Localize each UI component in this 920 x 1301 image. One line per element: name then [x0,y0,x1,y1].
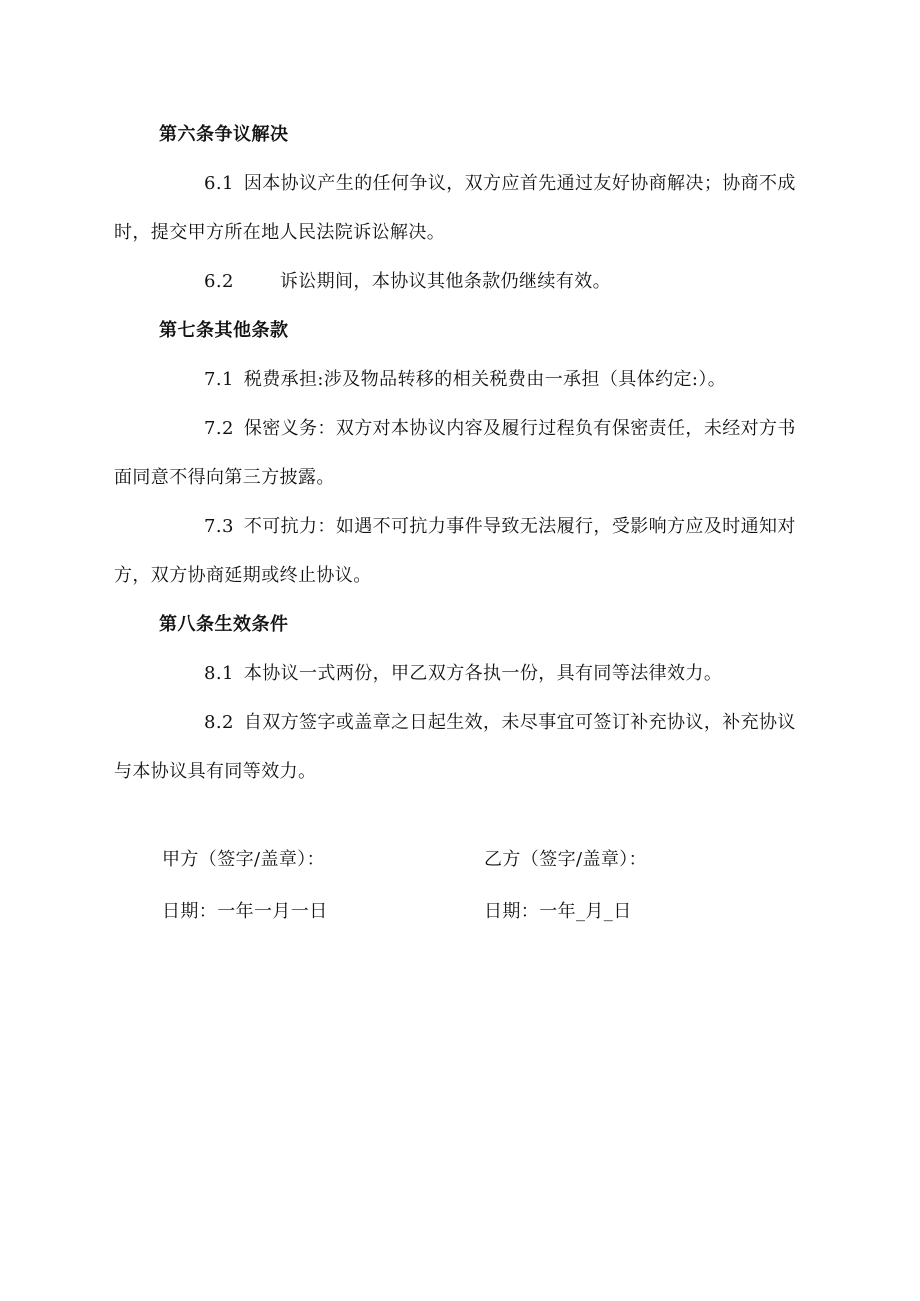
clause-number: 7.2 [204,418,234,439]
clause-number: 8.2 [204,712,234,733]
party-a-signature-label: 甲方（签字/盖章）： [162,849,326,870]
article-8-heading: 第八条生效条件 [159,614,289,635]
clause-8-1 [114,649,804,698]
clause-8-2 [114,698,804,796]
clause-6-2 [114,257,804,306]
clause-number: 8.1 [204,663,234,684]
clause-text: 本协议一式两份，甲乙双方各执一份，具有同等法律效力。 [243,663,723,684]
clause-text: 不可抗力：如遇不可抗力事件导致无法履行，受影响方应及时通知对方，双方协商延期或终止协议。 [114,516,796,586]
clause-number: 7.1 [204,369,234,390]
clause-number: 6.1 [204,173,234,194]
clause-text: 税费承担:涉及物品转移的相关税费由一承担（具体约定:）。 [243,369,727,390]
clause-text: 因本协议产生的任何争议，双方应首先通过友好协商解决；协商不成时，提交甲方所在地人民法院诉讼解决。 [114,173,796,243]
clause-number: 6.2 [204,271,234,292]
clause-7-2 [114,404,804,502]
clause-6-1 [114,159,804,257]
clause-7-3 [114,502,804,600]
clause-text: 自双方签字或盖章之日起生效，未尽事宜可签订补充协议，补充协议与本协议具有同等效力。 [114,712,796,782]
party-b-signature-label: 乙方（签字/盖章）： [484,849,648,870]
party-b-date: 日期：一年_月_日 [484,901,632,922]
clause-text: 保密义务：双方对本协议内容及履行过程负有保密责任，未经对方书面同意不得向第三方披露。 [114,418,796,488]
article-7-heading: 第七条其他条款 [159,320,289,341]
party-a-date: 日期：一年一月一日 [162,901,328,922]
article-6-heading: 第六条争议解决 [159,124,289,145]
clause-text: 诉讼期间，本协议其他条款仍继续有效。 [279,271,612,292]
clause-number: 7.3 [204,516,234,537]
clause-7-1 [114,355,804,404]
